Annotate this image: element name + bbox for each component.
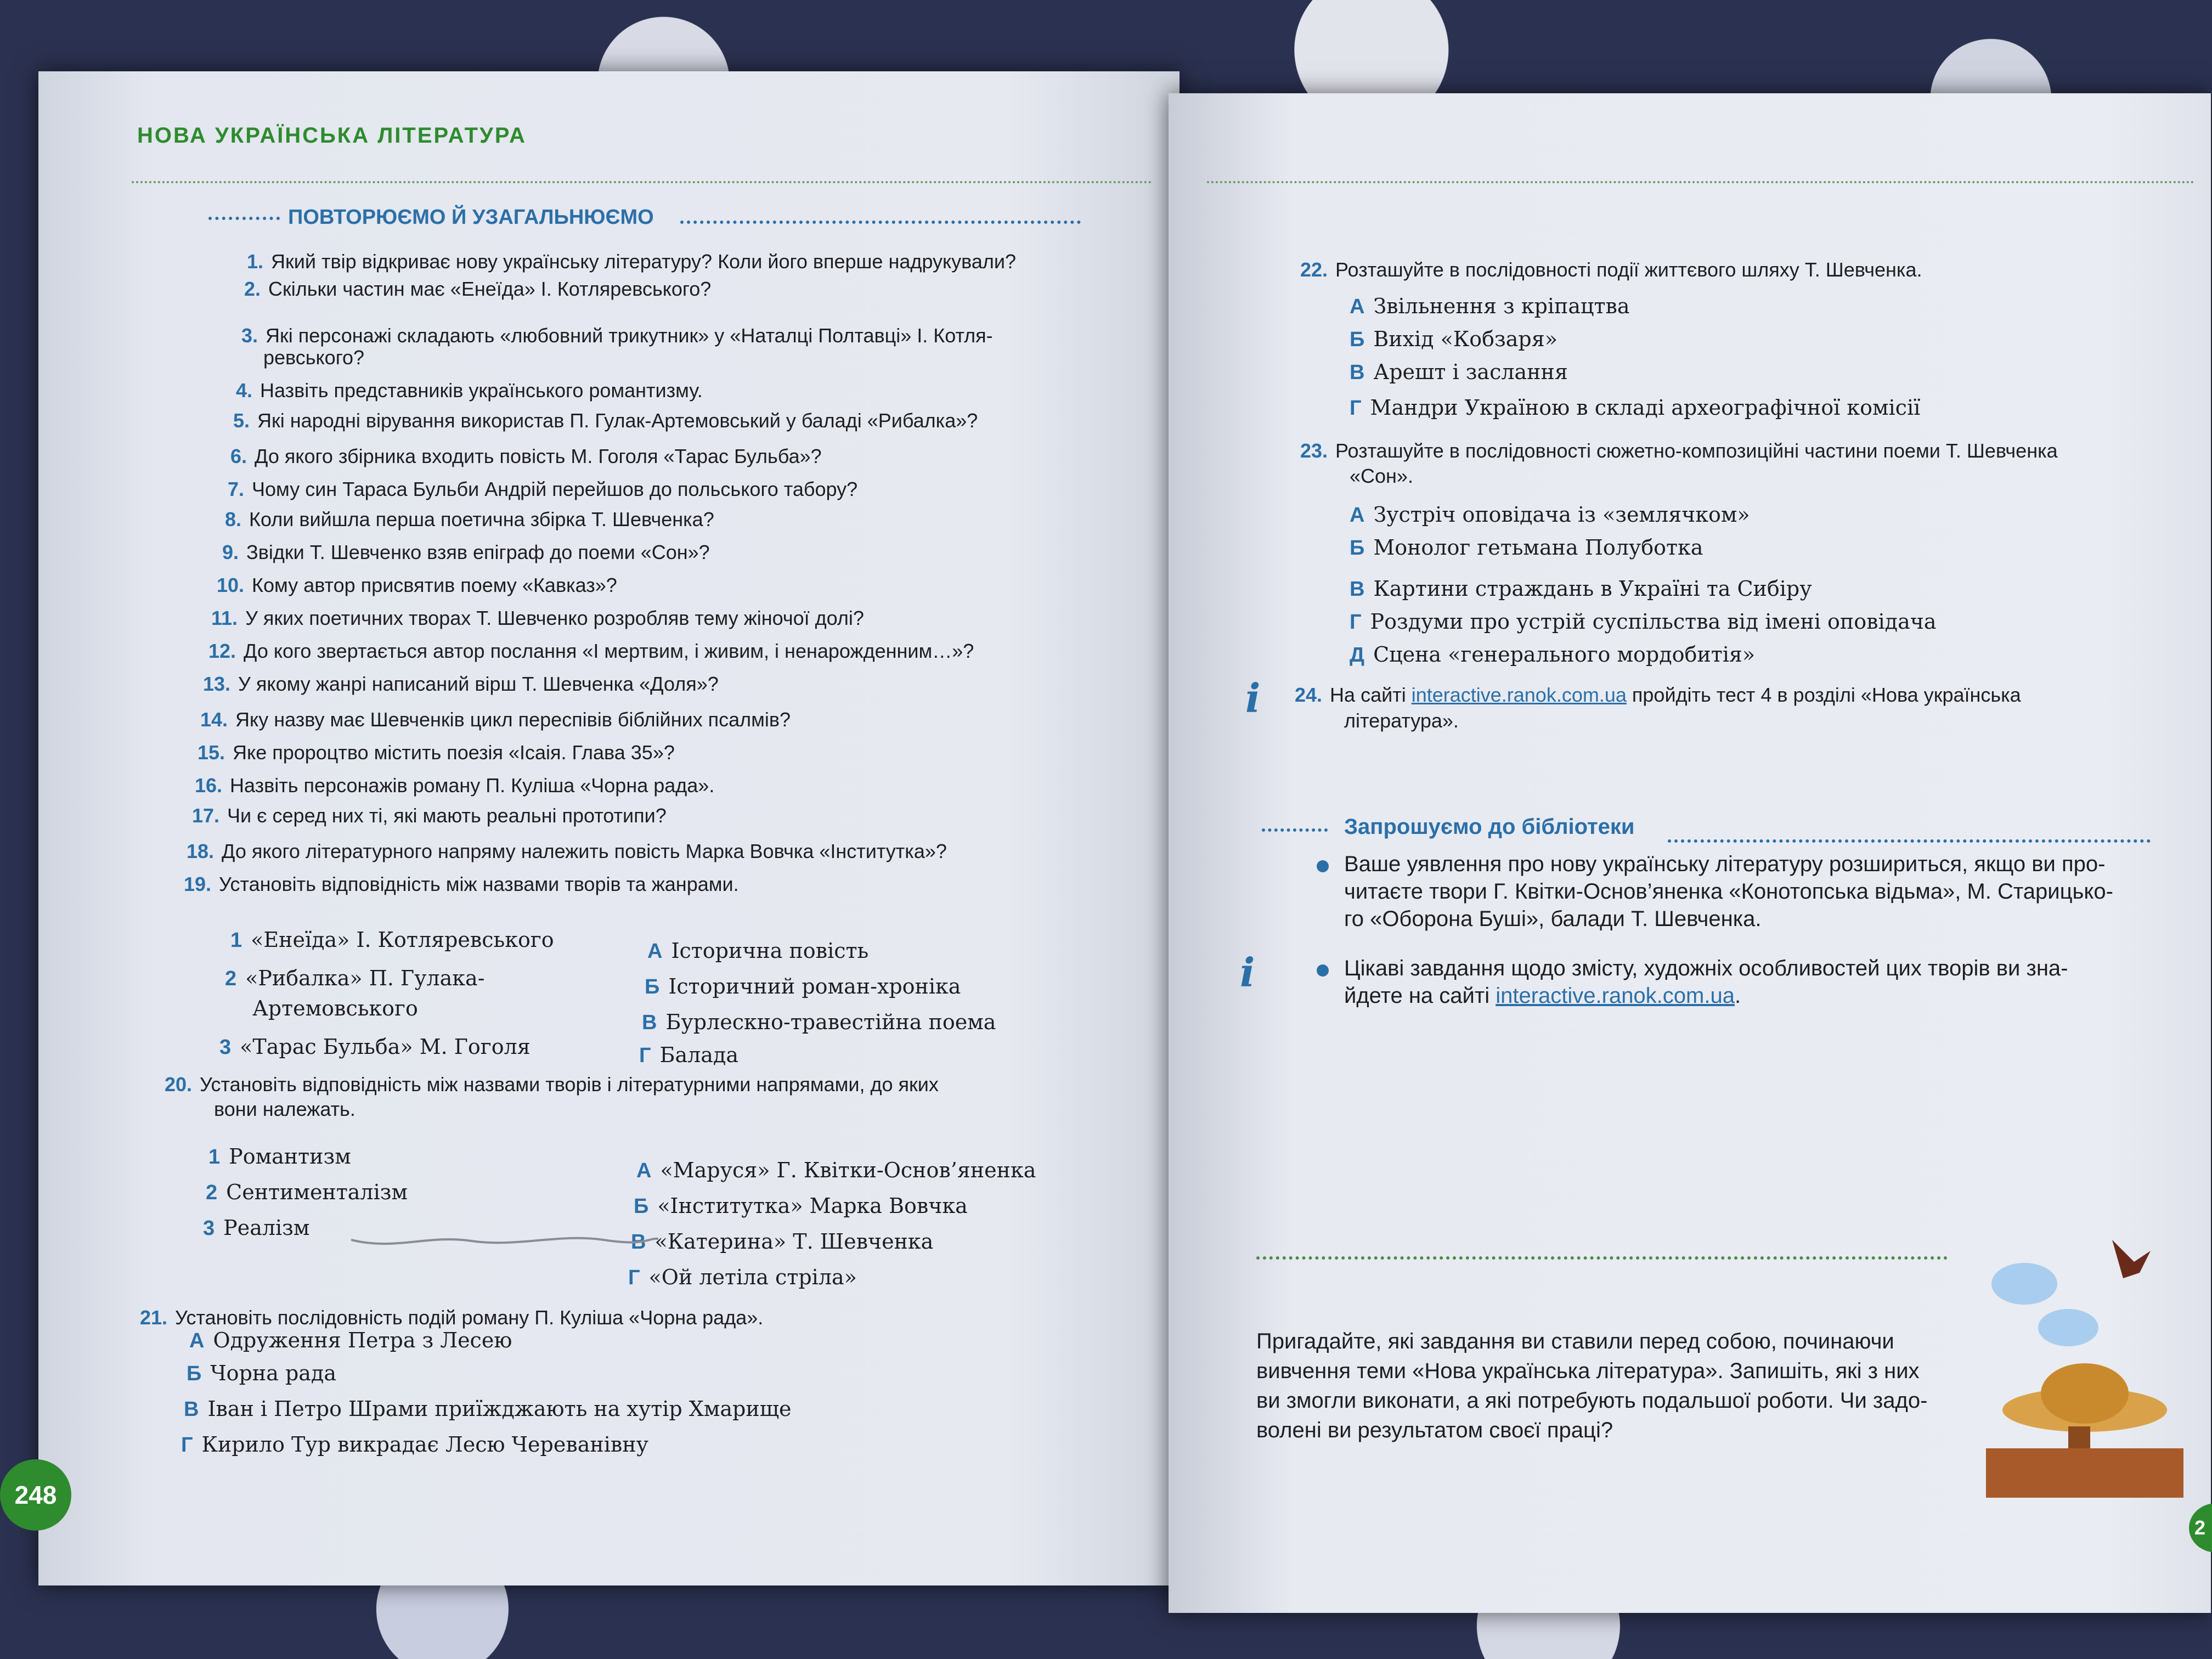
option-letter: В xyxy=(631,1231,646,1254)
option-letter: В xyxy=(642,1011,657,1034)
option-text: Кирило Тур викрадає Лесю Череванівну xyxy=(201,1432,648,1457)
pen-scribble xyxy=(351,1223,658,1256)
question-number: 1. xyxy=(247,250,264,273)
q23-option xyxy=(1350,576,1812,602)
q20-direction-item xyxy=(208,1144,351,1170)
header-divider xyxy=(132,181,1152,183)
question-number: 9. xyxy=(222,541,239,563)
q20-direction-item xyxy=(206,1180,408,1205)
question-number: 12. xyxy=(208,640,236,662)
option-text: Одруження Петра з Лесею xyxy=(213,1328,512,1352)
option-letter: Г xyxy=(639,1044,651,1067)
option-text: Історичний роман-хроніка xyxy=(668,974,961,998)
bullet-1-line: читаєте твори Г. Квітки-Основ’яненка «Конотопська відьма», М. Старицько- xyxy=(1344,879,2113,904)
option-text: Артемовського xyxy=(252,996,418,1020)
question-23-cont: «Сон». xyxy=(1350,465,1413,487)
question-text: У яких поетичних творах Т. Шевченко розробляв тему жіночої долі? xyxy=(245,607,864,629)
question-item xyxy=(198,741,675,765)
question-text: Які персонажі складають «любовний трикутник» у «Наталці Полтавці» І. Котля- xyxy=(266,324,993,347)
bullet-2-line1: Цікаві завдання щодо змісту, художніх особливостей цих творів ви зна- xyxy=(1344,956,2068,980)
right-header-divider xyxy=(1207,181,2194,183)
reflection-divider xyxy=(1256,1256,1948,1260)
option-letter: В xyxy=(184,1398,199,1421)
option-text: Реалізм xyxy=(223,1216,310,1240)
option-text: Арешт і заслання xyxy=(1373,360,1568,384)
question-item xyxy=(203,672,719,696)
option-letter: Д xyxy=(1350,644,1365,667)
page-number-right: 2 xyxy=(2189,1503,2212,1553)
pen-scribble-line xyxy=(351,1238,658,1244)
question-number: 13. xyxy=(203,673,231,695)
q22-option xyxy=(1350,395,1920,421)
straw-hat-top xyxy=(2041,1363,2129,1424)
page-number-left: 248 xyxy=(0,1459,71,1531)
reflection-line: Пригадайте, які завдання ви ставили перед собою, починаючи xyxy=(1256,1329,1894,1353)
question-text: Коли вийшла перша поетична збірка Т. Шевченка? xyxy=(249,508,714,531)
question-20: 20. Установіть відповідність між назвами творів і літературними напрямами, до яких xyxy=(165,1073,939,1096)
question-number: 10. xyxy=(217,574,245,596)
q19-work-item xyxy=(252,996,418,1021)
library-dots-left xyxy=(1262,828,1328,832)
option-letter: В xyxy=(1350,361,1365,384)
option-text: Зустріч оповідача із «землячком» xyxy=(1373,503,1750,527)
option-text: Роздуми про устрій суспільства від імені оповідача xyxy=(1370,610,1937,634)
question-number: 19. xyxy=(184,873,212,895)
option-letter: Г xyxy=(1350,611,1362,634)
question-item xyxy=(217,573,617,597)
question-item xyxy=(211,606,864,630)
option-text: Звільнення з кріпацтва xyxy=(1373,294,1630,318)
question-number: 2. xyxy=(244,278,261,300)
question-text: У якому жанрі написаний вірш Т. Шевченка «Доля»? xyxy=(238,673,719,695)
option-text: «Тарас Бульба» М. Гоголя xyxy=(240,1035,531,1059)
option-letter: А xyxy=(1350,504,1365,527)
question-text: Які народні вірування використав П. Гулак-Артемовський у баладі «Рибалка»? xyxy=(257,409,978,432)
option-text: «Катерина» Т. Шевченка xyxy=(654,1229,934,1254)
q23-option xyxy=(1350,642,1755,668)
question-20-cont: вони належать. xyxy=(214,1098,356,1120)
option-letter: 2 xyxy=(225,967,237,990)
question-number: 6. xyxy=(230,445,247,467)
question-item xyxy=(233,409,978,433)
question-text: До кого звертається автор послання «І мертвим, і живим, і ненарожденним…»? xyxy=(244,640,974,662)
question-item xyxy=(222,540,710,565)
question-number: 18. xyxy=(187,840,215,862)
bullet-1-line: Ваше уявлення про нову українську літературу розшириться, якщо ви про- xyxy=(1344,852,2106,876)
q20-direction-item xyxy=(203,1215,309,1241)
info-icon: i xyxy=(1245,675,1261,721)
option-text: Іван і Петро Шрами приїжджають на хутір Хмарище xyxy=(207,1397,792,1421)
question-24-cont: література». xyxy=(1344,709,1459,732)
question-text: Назвіть персонажів роману П. Куліша «Чорна рада». xyxy=(230,774,715,797)
option-letter: 3 xyxy=(219,1036,232,1059)
library-title: Запрошуємо до бібліотеки xyxy=(1344,815,1635,839)
q21-option xyxy=(181,1432,648,1458)
question-21: 21. Установіть послідовність подій роману П. Куліша «Чорна рада». xyxy=(140,1306,764,1329)
question-item xyxy=(192,804,667,828)
question-text: Скільки частин має «Енеїда» І. Котляревського? xyxy=(268,278,712,300)
question-item xyxy=(263,346,364,370)
option-letter: Г xyxy=(181,1434,193,1457)
option-text: «Рибалка» П. Гулака- xyxy=(245,966,485,990)
option-letter: Б xyxy=(187,1362,202,1385)
q21-option xyxy=(184,1396,792,1422)
cloud-shape xyxy=(1991,1263,2057,1305)
q22-option xyxy=(1350,294,1630,319)
question-number: 8. xyxy=(225,508,242,531)
question-number: 7. xyxy=(228,478,245,500)
option-letter: А xyxy=(647,940,663,963)
bullet-1-line: го «Оборона Буші», балади Т. Шевченка. xyxy=(1344,907,1762,931)
option-letter: Б xyxy=(645,975,660,998)
q19-work-item xyxy=(225,966,485,991)
option-text: Вихід «Кобзаря» xyxy=(1373,327,1558,351)
question-item xyxy=(241,324,993,348)
option-text: Картини страждань в Україні та Сибіру xyxy=(1373,577,1812,601)
q23-option xyxy=(1350,535,1703,561)
question-number: 14. xyxy=(200,708,228,731)
option-letter: В xyxy=(1350,578,1365,601)
page-header-title: НОВА УКРАЇНСЬКА ЛІТЕРАТУРА xyxy=(137,123,527,148)
question-text: ревського? xyxy=(263,346,365,369)
bird-icon xyxy=(2112,1240,2151,1278)
question-text: Яку назву має Шевченків цикл переспівів біблійних псалмів? xyxy=(235,708,791,731)
question-text: Установіть відповідність між назвами творів та жанрами. xyxy=(219,873,739,895)
question-text: Назвіть представників українського романтизму. xyxy=(260,379,703,402)
q19-genre-item xyxy=(647,938,868,964)
option-text: Чорна рада xyxy=(210,1361,336,1385)
section-dots-right xyxy=(680,221,1081,224)
question-item xyxy=(195,774,714,798)
option-letter: А xyxy=(1350,295,1365,318)
option-letter: 2 xyxy=(206,1181,218,1204)
question-item xyxy=(244,277,711,301)
wooden-fence xyxy=(1986,1448,2183,1498)
question-text: Яке пророцтво містить поезія «Ісаія. Глава 35»? xyxy=(233,741,675,764)
question-item xyxy=(184,872,739,896)
q19-genre-item xyxy=(642,1009,996,1035)
site-link-2[interactable]: interactive.ranok.com.ua xyxy=(1496,984,1735,1008)
q23-option xyxy=(1350,502,1750,528)
question-number: 17. xyxy=(192,804,220,827)
q19-work-item xyxy=(219,1034,531,1060)
option-text: Сцена «генерального мордобитія» xyxy=(1373,642,1756,667)
question-number: 15. xyxy=(198,741,225,764)
question-text: Який твір відкриває нову українську літературу? Коли його вперше надрукували? xyxy=(271,250,1017,273)
option-text: «Ой летіла стріла» xyxy=(648,1265,857,1289)
library-dots-right xyxy=(1668,839,2151,843)
question-item xyxy=(225,507,714,532)
q19-work-item xyxy=(230,927,554,953)
question-number: 11. xyxy=(211,607,238,629)
question-text: Кому автор присвятив поему «Кавказ»? xyxy=(252,574,617,596)
option-letter: Б xyxy=(1350,328,1365,351)
question-text: Чи є серед них ті, які мають реальні прототипи? xyxy=(227,804,667,827)
option-text: Романтизм xyxy=(229,1144,351,1169)
q22-option xyxy=(1350,359,1568,385)
question-number: 16. xyxy=(195,774,223,797)
option-letter: 3 xyxy=(203,1217,215,1240)
option-letter: Б xyxy=(1350,537,1365,560)
question-number: 3. xyxy=(241,324,258,347)
option-letter: Б xyxy=(634,1195,649,1218)
question-item xyxy=(230,444,822,469)
q19-genre-item xyxy=(639,1042,738,1068)
bullet-dot-2 xyxy=(1317,964,1329,977)
option-text: Історична повість xyxy=(671,939,869,963)
option-letter: 1 xyxy=(230,929,242,952)
question-22: 22. Розташуйте в послідовності події життєвого шляху Т. Шевченка. xyxy=(1300,258,1922,281)
bullet-2-line2: йдете на сайті interactive.ranok.com.ua. xyxy=(1344,984,1741,1008)
q20-work-item xyxy=(634,1193,968,1219)
option-letter: А xyxy=(189,1329,205,1352)
question-text: Чому син Тараса Бульби Андрій перейшов до польського табору? xyxy=(252,478,858,500)
question-24: 24. На сайті interactive.ranok.com.ua пройдіть тест 4 в розділі «Нова українська xyxy=(1295,684,2021,706)
q23-option xyxy=(1350,609,1937,635)
option-letter: Г xyxy=(628,1266,640,1289)
option-letter: 1 xyxy=(208,1146,221,1169)
question-item xyxy=(236,379,703,403)
option-text: Мандри Україною в складі археографічної комісії xyxy=(1370,396,1921,420)
site-link[interactable]: interactive.ranok.com.ua xyxy=(1411,684,1627,706)
section-title: ПОВТОРЮЄМО Й УЗАГАЛЬНЮЄМО xyxy=(288,206,654,229)
hat-illustration xyxy=(1986,1229,2194,1503)
question-item xyxy=(200,708,791,732)
question-text: До якого збірника входить повість М. Гоголя «Тарас Бульба»? xyxy=(255,445,822,467)
q21-option xyxy=(189,1328,512,1353)
q22-option xyxy=(1350,326,1558,352)
q20-work-item xyxy=(628,1265,857,1290)
option-text: «Маруся» Г. Квітки-Основ’яненка xyxy=(660,1158,1036,1182)
question-text: Звідки Т. Шевченко взяв епіграф до поеми «Сон»? xyxy=(246,541,710,563)
question-item xyxy=(208,639,974,663)
question-number: 5. xyxy=(233,409,250,432)
option-text: Сентименталізм xyxy=(226,1180,408,1204)
option-text: «Енеїда» І. Котляревського xyxy=(251,928,554,952)
option-text: «Інститутка» Марка Вовчка xyxy=(657,1194,968,1218)
question-item xyxy=(228,477,857,501)
bullet-dot xyxy=(1317,860,1329,872)
option-letter: А xyxy=(636,1159,652,1182)
question-number: 4. xyxy=(236,379,253,402)
reflection-line: вивчення теми «Нова українська література». Запишіть, які з них xyxy=(1256,1359,1920,1383)
question-item xyxy=(187,839,947,864)
q19-genre-item xyxy=(645,974,961,1000)
question-text: До якого літературного напряму належить повість Марка Вовчка «Інститутка»? xyxy=(222,840,947,862)
section-dots-left xyxy=(208,217,280,220)
reflection-line: волені ви результатом своєї праці? xyxy=(1256,1418,1613,1442)
option-text: Монолог гетьмана Полуботка xyxy=(1373,535,1703,560)
option-text: Бурлескно-травестійна поема xyxy=(665,1010,996,1034)
q20-work-item xyxy=(636,1158,1036,1183)
question-item xyxy=(247,250,1016,274)
reflection-line: ви змогли виконати, а які потребують подальшої роботи. Чи задо- xyxy=(1256,1389,1928,1413)
question-23: 23. Розташуйте в послідовності сюжетно-композиційні частини поеми Т. Шевченка xyxy=(1300,439,2058,462)
option-text: Балада xyxy=(659,1043,738,1067)
cloud-shape-2 xyxy=(2038,1309,2098,1346)
q20-work-item xyxy=(631,1229,933,1255)
option-letter: Г xyxy=(1350,397,1362,420)
q21-option xyxy=(187,1361,336,1386)
info-icon-2: i xyxy=(1240,949,1255,996)
